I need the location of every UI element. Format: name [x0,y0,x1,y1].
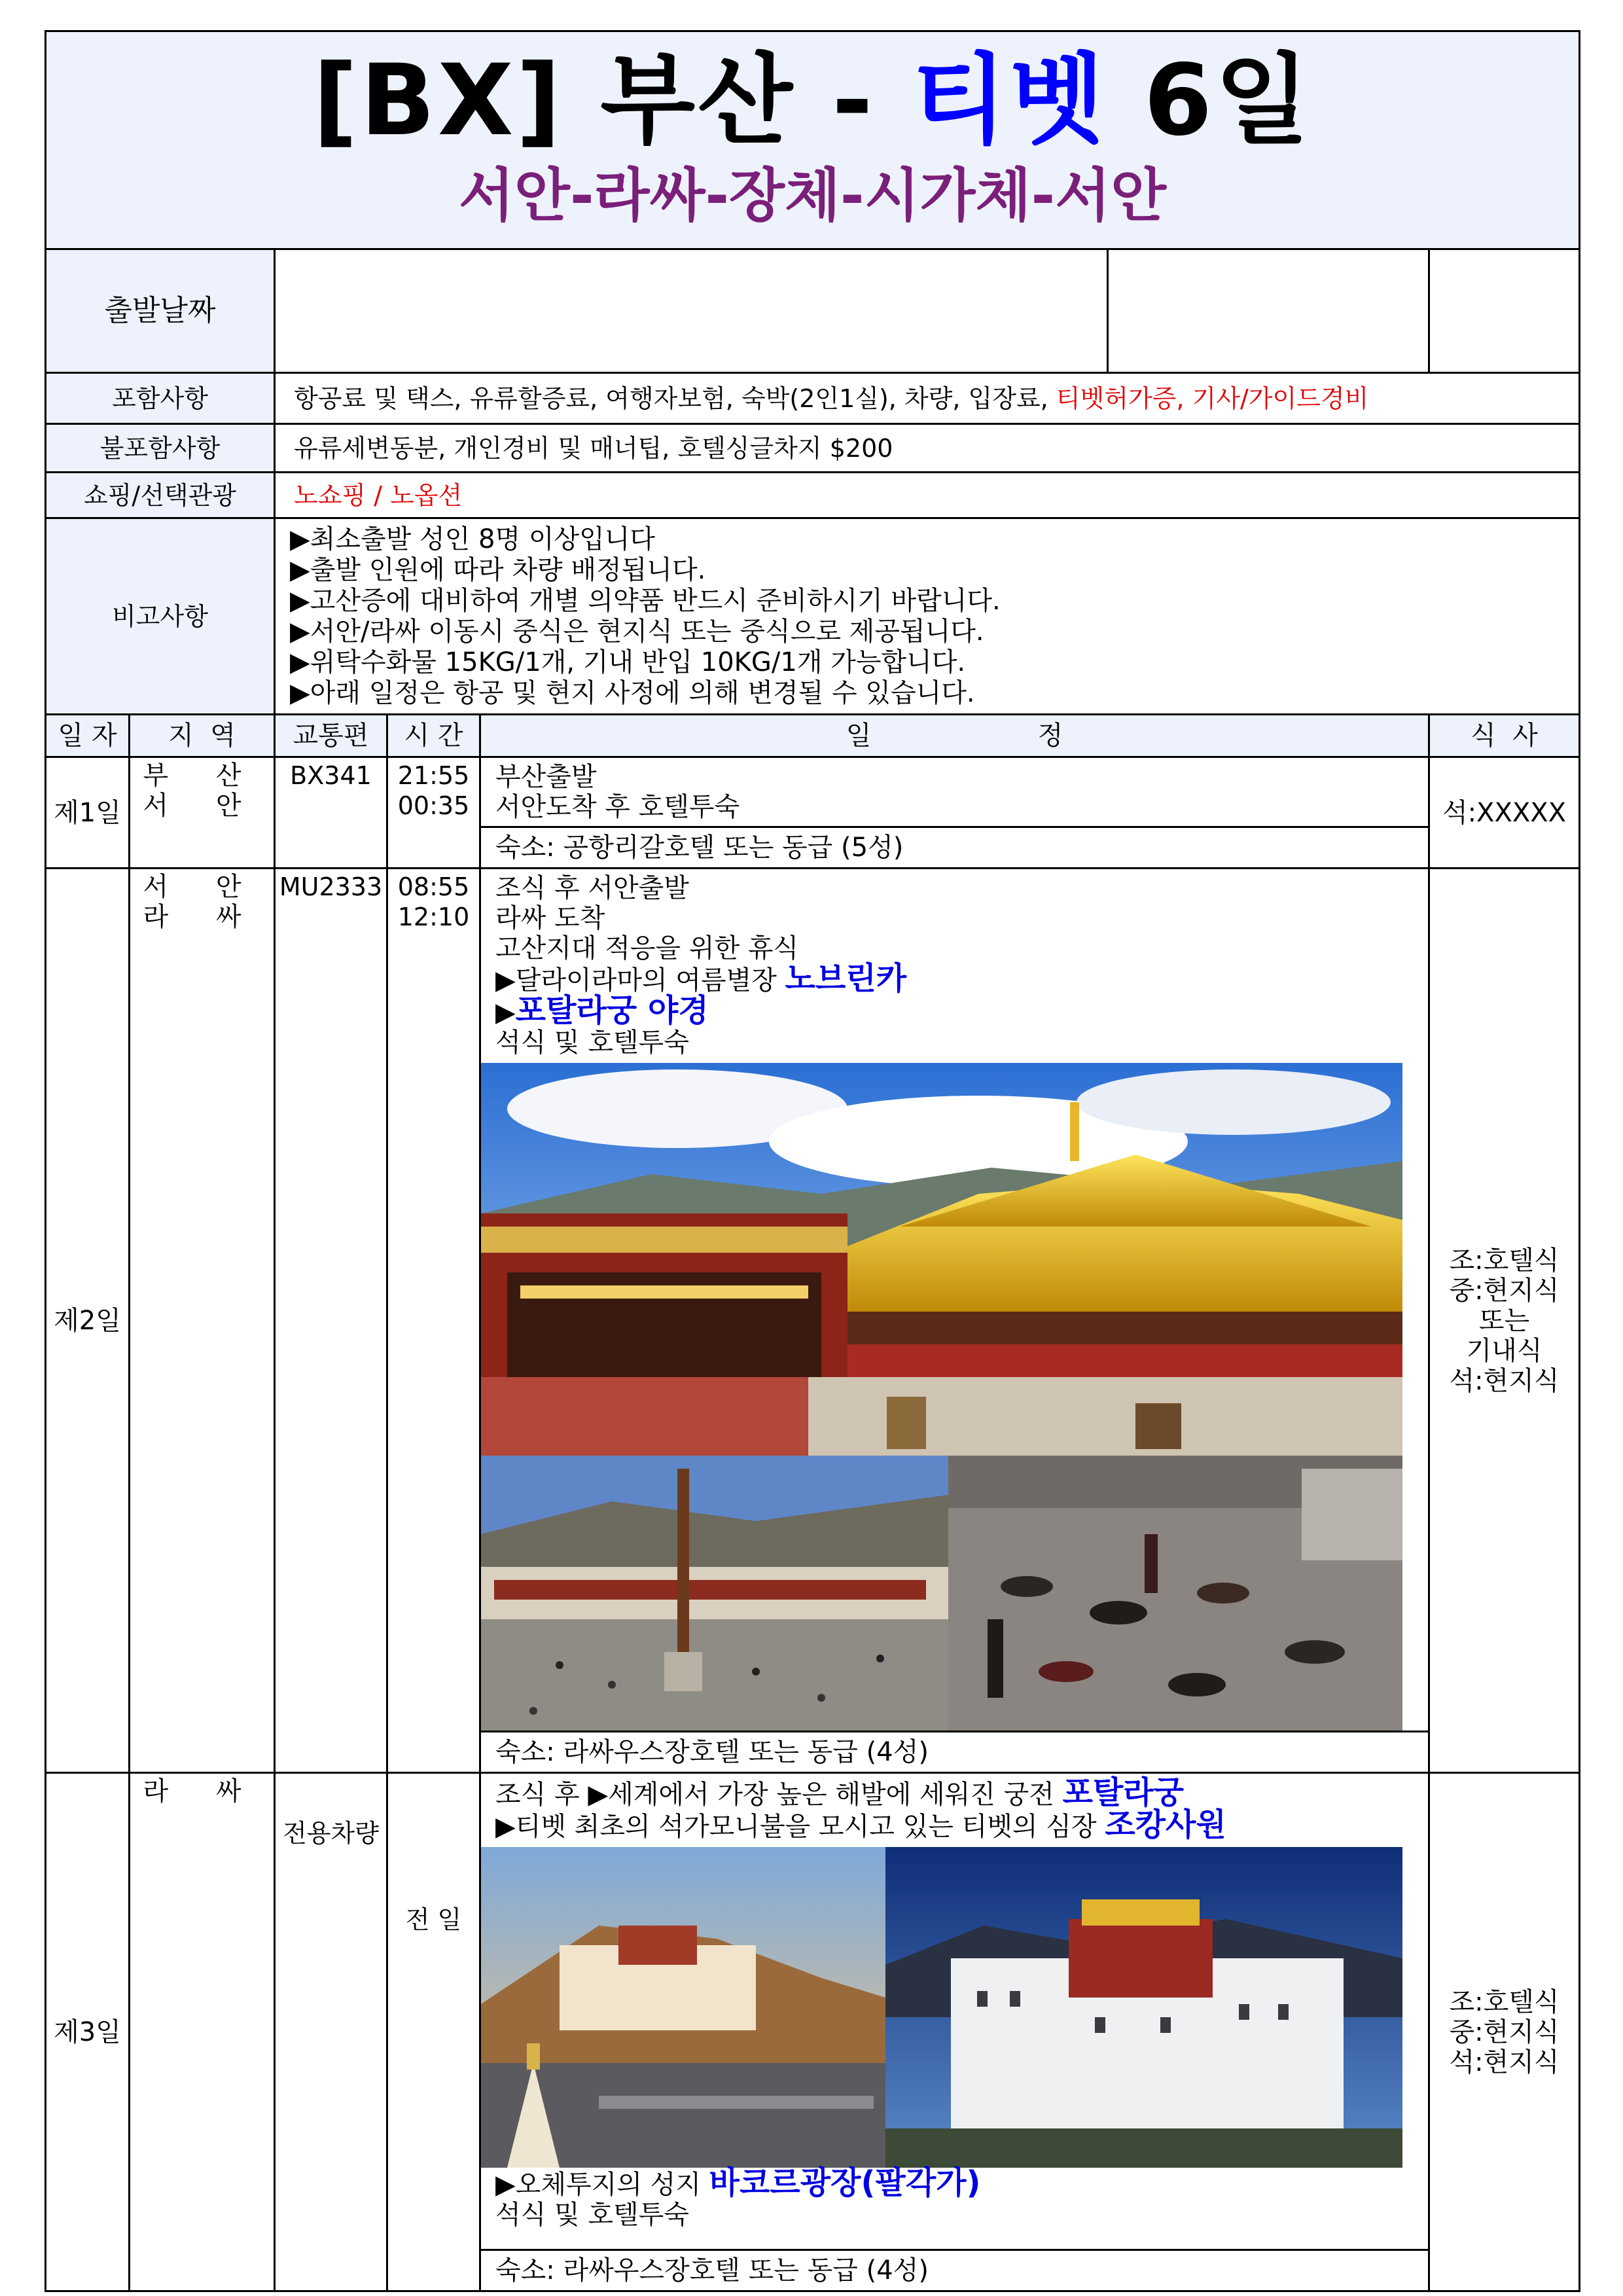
meal-line: 석:현지식 [1449,1365,1560,1396]
col-header-place: 지 역 [130,715,275,757]
sight-line [495,1774,1414,1811]
departure-extra-cell [1429,249,1580,373]
pilgrims-prostrating-photo [948,1456,1402,1731]
schedule-line: 부산출발 [495,762,597,792]
note-line: ▶최소출발 성인 8명 이상입니다 [290,524,656,554]
shopping-label: 쇼핑/선택관광 [46,473,275,518]
title-suffix: 6일 [1107,44,1313,158]
col-header-schedule: 일 정 [480,715,1429,757]
day3-label: 제3일 [46,1773,130,2291]
included-label: 포함사항 [46,373,275,424]
day3-places [130,1773,275,2291]
place-name: 라 싸 [143,902,261,932]
day3-times [387,1773,480,2291]
photo-row [481,1456,1414,1731]
time-value: 21:55 [397,761,470,790]
barkhor-square-photo [481,1456,948,1731]
day2-meal [1429,869,1580,1773]
title-block [46,31,1580,249]
schedule-line: 서안도착 후 호텔투숙 [495,792,740,822]
day3-hotel: 숙소: 라싸우스장호텔 또는 동급 (4성) [480,2250,1429,2291]
note-line: ▶아래 일정은 항공 및 현지 사정에 의해 변경될 수 있습니다. [290,677,975,708]
sight-text: ▶ [495,997,516,1028]
included-value [275,373,1580,424]
sight-text: 조식 후 ▶세계에서 가장 높은 해발에 세워진 궁전 [495,1780,1063,1810]
departure-value [275,249,1429,373]
sight-line [495,1806,1414,1843]
place-name: 서 안 [143,791,261,821]
meal-line: 기내식 [1466,1335,1543,1366]
sight-line [495,960,1414,997]
time-value: 08:55 [397,872,470,901]
sight-highlight: 노브린카 [785,960,907,997]
sight-line [495,992,1414,1029]
sight-highlight: 바코르광장(팔각가) [709,2164,981,2201]
schedule-line: 고산지대 적응을 위한 휴식 [495,933,799,963]
departure-extra-field [1109,255,1410,367]
day2-hotel: 숙소: 라싸우스장호텔 또는 동급 (4성) [480,1732,1429,1773]
col-header-day: 일 자 [46,715,130,757]
jokhang-temple-photo [481,1063,1402,1456]
sight-line [495,2164,1414,2201]
shopping-value: 노쇼핑 / 노옵션 [275,473,1580,518]
place-name: 서 안 [143,872,261,902]
meal-line: 중:현지식 [1449,1275,1560,1306]
day1-times [387,757,480,869]
day1-hotel: 숙소: 공항리갈호텔 또는 동급 (5성) [480,827,1429,869]
potala-palace-sunset-photo [481,1847,885,2168]
excluded-value: 유류세변동분, 개인경비 및 매너팁, 호텔싱글차지 $200 [275,424,1580,473]
day3-schedule [480,1773,1429,2250]
sight-highlight: 포탈라궁 야경 [515,992,709,1029]
meal-line: 석:현지식 [1449,2047,1560,2077]
col-header-meal: 식 사 [1429,715,1580,757]
col-header-transport: 교통편 [275,715,387,757]
place-name: 부 산 [143,761,261,791]
meal-line: 조:호텔식 [1449,1245,1560,1276]
sight-text: ▶티벳 최초의 석가모니불을 모시고 있는 티벳의 심장 [495,1812,1105,1842]
meal-line: 중:현지식 [1449,2017,1560,2047]
meal-line: 석:XXXXX [1442,797,1567,828]
meal-line: 조:호텔식 [1449,1986,1560,2017]
day2-places [130,869,275,1773]
departure-label: 출발날짜 [46,249,275,373]
departure-date-field[interactable] [276,250,1109,372]
sight-text: ▶달라이라마의 여름별장 [495,965,785,996]
sight-highlight: 조캉사원 [1105,1806,1226,1843]
potala-palace-photo [885,1847,1402,2168]
itinerary-table [45,30,1580,2292]
day3-transport: 전용차량 [275,1773,387,2291]
notes-value [275,518,1580,715]
schedule-line: 석식 및 호텔투숙 [495,2200,689,2230]
day1-transport: BX341 [275,757,387,869]
photo-row [481,1847,1414,2168]
included-red-text: 티벳허가증, 기사/가이드경비 [1056,384,1369,413]
day2-transport: MU2333 [275,869,387,1773]
col-header-time: 시 간 [387,715,480,757]
included-text: 항공료 및 택스, 유류할증료, 여행자보험, 숙박(2인1실), 차량, 입장료, [294,384,1056,413]
schedule-line: 라싸 도착 [495,903,605,933]
time-value: 00:35 [397,791,470,820]
notes-label: 비고사항 [46,518,275,715]
schedule-line: 석식 및 호텔투숙 [495,1028,689,1058]
note-line: ▶서안/라싸 이동시 중식은 현지식 또는 중식으로 제공됩니다. [290,616,984,647]
day2-times [387,869,480,1773]
note-line: ▶출발 인원에 따라 차량 배정됩니다. [290,554,706,585]
schedule-line: 조식 후 서안출발 [495,873,689,903]
route-subtitle: 서안-라싸-장체-시가체-서안 [458,162,1167,229]
time-value: 12:10 [397,903,470,931]
title-prefix: [BX] 부산 - [312,44,912,158]
sight-text: ▶오체투지의 성지 [495,2170,709,2200]
note-line: ▶고산증에 대비하여 개별 의약품 반드시 준비하시기 바랍니다. [290,585,1001,616]
day1-meal [1429,757,1580,869]
day2-label: 제2일 [46,869,130,1773]
meal-line: 또는 [1478,1305,1530,1336]
day3-meal [1429,1773,1580,2291]
itinerary-document [45,30,1578,2286]
day2-schedule [480,869,1429,1732]
place-name: 라 싸 [143,1776,261,1806]
title-highlight: 티벳 [912,44,1107,158]
page-title [46,44,1578,158]
note-line: ▶위탁수화물 15KG/1개, 기내 반입 10KG/1개 가능합니다. [290,647,966,677]
day1-schedule [480,757,1429,827]
day1-label: 제1일 [46,757,130,869]
excluded-label: 불포함사항 [46,424,275,473]
time-value: 전 일 [405,1905,462,1934]
sight-highlight: 포탈라궁 [1062,1774,1185,1811]
day1-places [130,757,275,869]
